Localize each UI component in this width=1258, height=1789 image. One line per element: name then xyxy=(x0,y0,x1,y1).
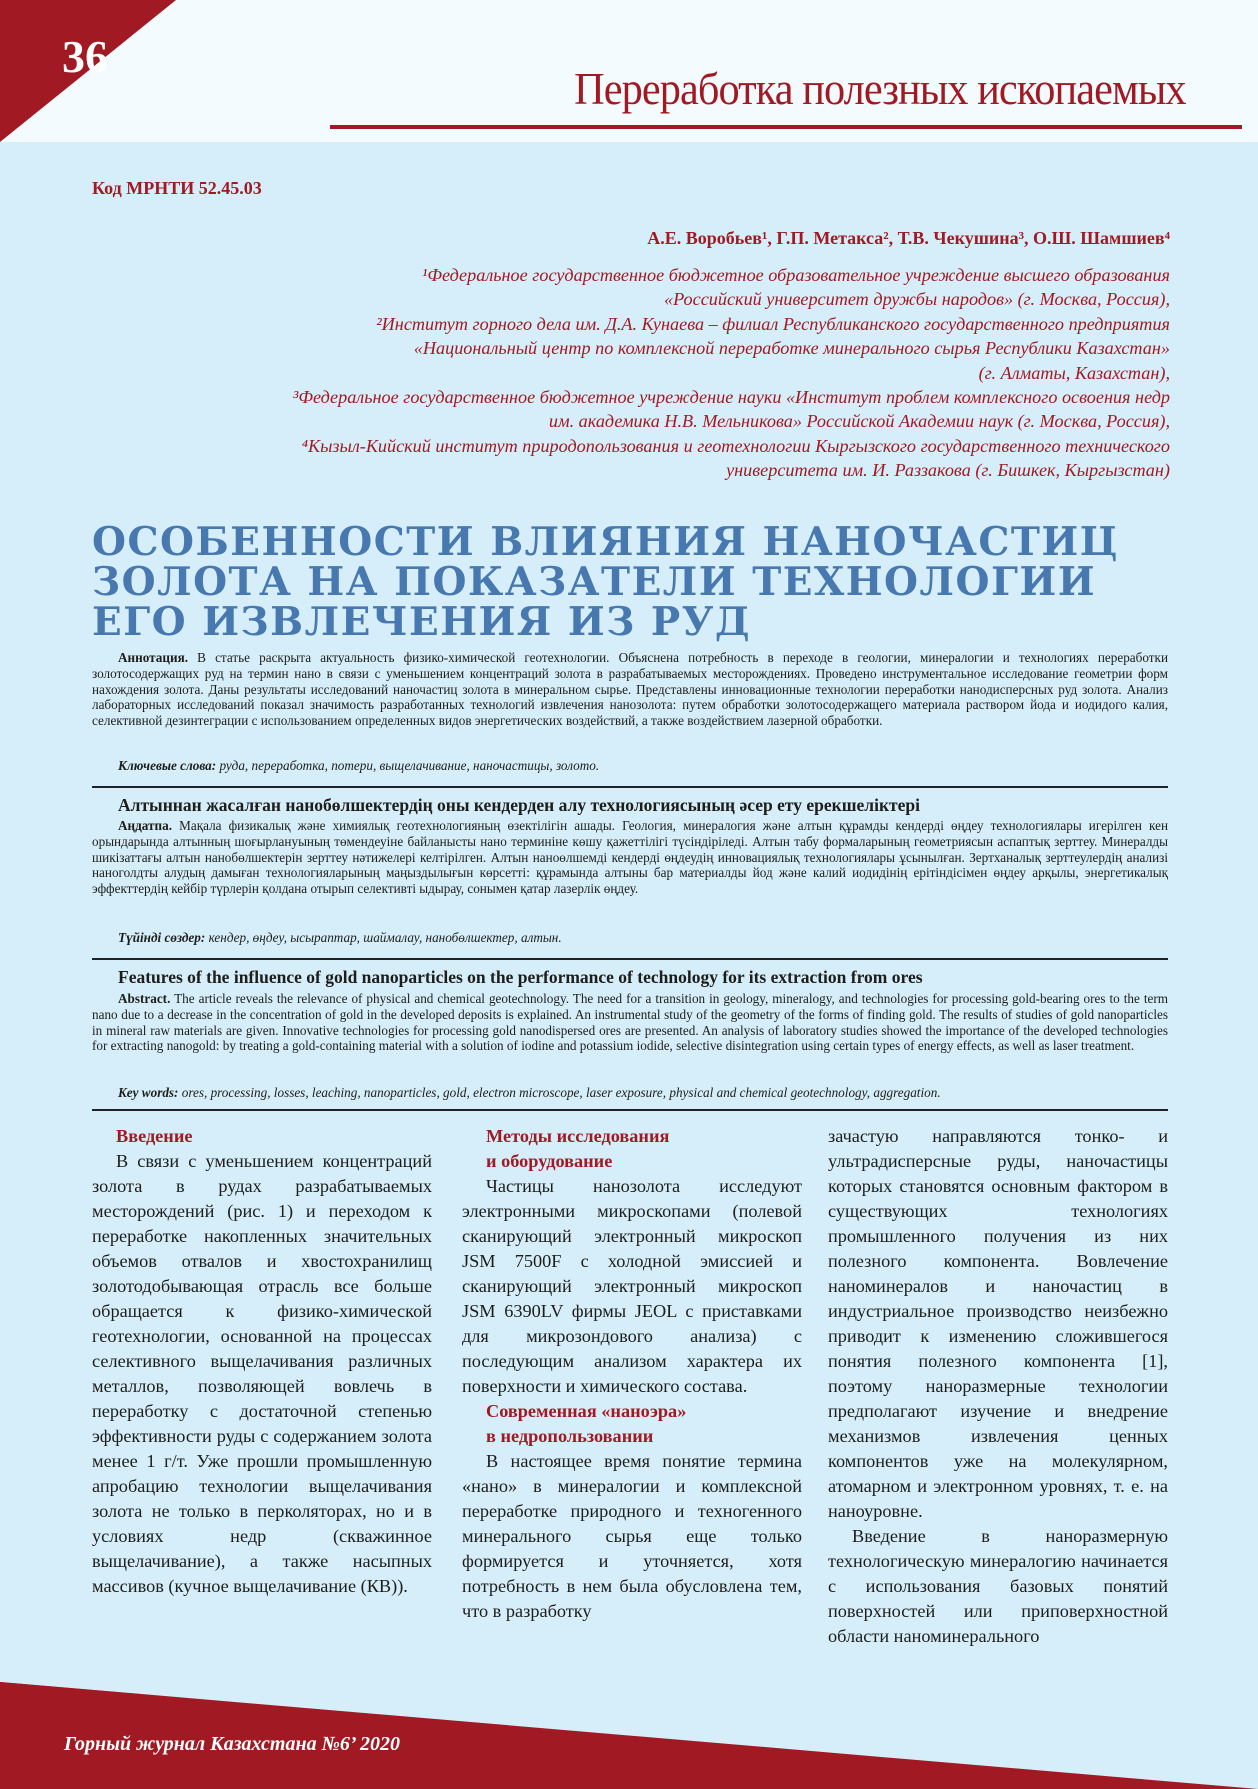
keywords-ru-text: руда, переработка, потери, выщелачивание, наночастицы, золото. xyxy=(216,758,600,773)
article-title xyxy=(92,519,1192,645)
title-line: ЕГО ИЗВЛЕЧЕНИЯ ИЗ РУД xyxy=(92,599,752,645)
abstract-kz-text: Мақала физикалық және химиялық геотехнологияның өзектілігін ашады. Геология, минералогия және алтын құрамды кендерді өңдеу технологиялары игерілген кен орындарында алтынның шоғырлануының төмендеуіне байланысты нано терминіне көшу қажеттілігі түсіндіріледі. Алтын табу формаларының геометриясын аспаптық зерттеу. Минералды шикізаттағы алтын нанобөлшектерін зерттеу нәтижелері келтірілген. Алтын наноөлшемді кендерді өңдеудің инновациялық технологиялары ұсынылған. Зертханалық зерттеулердің анализі наноголдты алудың дамыған технологияларының маңыздылығын көрсетті: құрамында алтыны бар материалды йод және калий иодидінің ерітіндісімен өңдеу арқылы, энергетикалық эффекттердің кейбір түрлерін қолдана отырып селективті ыдырау, сонымен қатар лазерлік өңдеу. xyxy=(92,818,1168,897)
keywords-en xyxy=(118,1085,941,1101)
keywords-en-lead: Key words: xyxy=(118,1085,179,1100)
abstract-ru xyxy=(92,650,1168,729)
era-heading-2: в недропользовании xyxy=(486,1426,654,1446)
keywords-ru-lead: Ключевые слова: xyxy=(118,758,217,773)
divider xyxy=(92,786,1168,788)
era-heading: Современная «наноэра» xyxy=(486,1401,687,1421)
abstract-en-lead: Abstract. xyxy=(118,991,171,1006)
body-column-1 xyxy=(92,1124,432,1599)
keywords-kz xyxy=(118,930,562,946)
abstract-en xyxy=(92,991,1168,1054)
keywords-en-text: ores, processing, losses, leaching, nanoparticles, gold, electron microscope, laser exposure, physical and chemical geotechnology, aggregation. xyxy=(178,1085,941,1100)
methods-paragraph: Частицы нанозолота исследуют электронными микроскопами (полевой сканирующий электронный микроскоп JSM 7500F с холодной эмиссией и сканирующий электронный микроскоп JSM 6390LV фирмы JEOL с приставками для микрозондового анализа) с последующим анализом характера их поверхности и химического состава. xyxy=(462,1176,802,1396)
era-paragraph: В настоящее время понятие термина «нано» в минералогии и комплексной переработке природного и техногенного минерального сырья еще только формируется и уточняется, хотя потребность в нем была обусловлена тем, что в разработку xyxy=(462,1451,802,1621)
affiliation-line: ²Институт горного дела им. Д.А. Кунаева – филиал Республиканского государственного предприятия xyxy=(376,313,1170,334)
abstract-kz-heading: Алтыннан жасалған нанобөлшектердің оны кендерден алу технологиясының әсер ету ерекшеліктері xyxy=(118,795,921,815)
keywords-kz-text: кендер, өңдеу, ысыраптар, шаймалау, нанобөлшектер, алтын. xyxy=(205,930,562,945)
abstract-en-text: The article reveals the relevance of physical and chemical geotechnology. The need for a transition in geology, mineralogy, and technologies for processing gold-bearing ores to the term nano due to a decrease in the concentration of gold in the developed deposits is explained. An instrumental study of the geometry of the forms of finding gold. The results of studies of gold nanoparticles in mineral raw materials are given. Innovative technologies for processing gold nanodispersed ores are presented. An analysis of laboratory studies showed the importance of the developed technologies for extracting nanogold: by treating a gold-containing material with a solution of iodine and potassium iodide, selective disintegration using certain types of energy effects, as well as laser treatment. xyxy=(92,991,1168,1054)
affiliation-line: университета им. И. Раззакова (г. Бишкек, Кыргызстан) xyxy=(726,460,1170,481)
affiliation-line: ¹Федеральное государственное бюджетное образовательное учреждение высшего образования xyxy=(421,265,1170,285)
header-corner-shape xyxy=(0,0,340,142)
journal-footer: Горный журнал Казахстана №6’ 2020 xyxy=(64,1733,401,1755)
keywords-kz-lead: Түйінді сөздер: xyxy=(118,930,206,945)
methods-heading-2: и оборудование xyxy=(486,1151,613,1171)
footer-band xyxy=(0,1674,1258,1789)
authors: А.Е. Воробьев¹, Г.П. Метакса², Т.В. Чекушина³, О.Ш. Шамшиев⁴ xyxy=(647,228,1170,248)
paragraph: Введение в наноразмерную технологическую минералогию начинается с использования базовых понятий поверхностей или приповерхностной области наноминерального xyxy=(828,1526,1168,1646)
divider xyxy=(92,958,1168,960)
keywords-ru xyxy=(118,758,599,774)
affiliation-line: «Национальный центр по комплексной переработке минерального сырья Республики Казахстан» xyxy=(413,338,1170,359)
methods-heading: Методы исследования xyxy=(486,1126,670,1146)
affiliation-line: ³Федеральное государственное бюджетное учреждение науки «Институт проблем комплексного освоения недр xyxy=(292,387,1170,408)
abstract-kz-lead: Аңдатпа. xyxy=(118,818,173,833)
affiliation-line: ⁴Кызыл-Кийский институт природопользования и геотехнологии Кыргызского государственного технического xyxy=(301,435,1170,456)
continued-paragraph: зачастую направляются тонко- и ультрадисперсные руды, наночастицы которых становятся основным фактором в существующих технологиях промышленного получения из них полезного компонента. Вовлечение наноминералов и наночастиц в индустриальное производство неизбежно приводит к изменению сложившегося понятия полезного компонента [1], поэтому наноразмерные технологии предполагают изучение и внедрение механизмов извлечения ценных компонентов уже на молекулярном, атомарном и электронном уровнях, т. е. на наноуровне. xyxy=(828,1126,1168,1521)
abstract-ru-lead: Аннотация. xyxy=(118,650,189,665)
header-rule xyxy=(330,125,1242,129)
affiliation-line: «Российский университет дружбы народов» (г. Москва, Россия), xyxy=(664,289,1170,310)
title-line: ЗОЛОТА НА ПОКАЗАТЕЛИ ТЕХНОЛОГИИ xyxy=(92,559,1097,605)
abstract-ru-text: В статье раскрыта актуальность физико-химической геотехнологии. Объяснена потребность в переходе в геологии, минералогии и технологиях переработки золотосодержащих руд на термин нано в связи с уменьшением концентраций золота в разрабатываемых месторождениях. Проведено инструментальное исследование геометрии форм нахождения золота. Даны результаты исследований наночастиц золота в минеральном сырье. Представлены инновационные технологии переработки нанодисперсных руд золота. Анализ лабораторных исследований показал значимость разработанных технологий извлечения нанозолота: путем обработки золотосодержащего материала раствором йода и иодидого калия, селективной дезинтеграции с использованием определенных видов энергетических воздействий, а также воздействием лазерной обработки. xyxy=(92,650,1168,729)
intro-heading: Введение xyxy=(116,1126,193,1146)
abstract-kz xyxy=(92,818,1168,897)
abstract-en-heading: Features of the influence of gold nanoparticles on the performance of technology for its extraction from ores xyxy=(118,967,923,987)
intro-paragraph: В связи с уменьшением концентраций золота в рудах разрабатываемых месторождений (рис. 1) и переходом к переработке накопленных значительных объемов отвалов и хвостохранилищ золотодобывающая отрасль все больше обращается к физико-химической геотехнологии, основанной на процессах селективного выщелачивания различных металлов, позволяющей вовлечь в переработку с достаточной степенью эффективности руды с содержанием золота менее 1 г/т. Уже прошли промышленную апробацию технологии выщелачивания золота не только в перколяторах, но и в условиях недр (скважинное выщелачивание), а также насыпных массивов (кучное выщелачивание (КВ)). xyxy=(92,1151,432,1596)
body-column-2 xyxy=(462,1124,802,1624)
divider xyxy=(92,1109,1168,1111)
mrnti-code: Код МРНТИ 52.45.03 xyxy=(92,178,262,198)
section-title: Переработка полезных ископаемых xyxy=(574,63,1186,114)
affiliation-line: (г. Алматы, Казахстан), xyxy=(978,362,1170,383)
affiliations xyxy=(90,263,1170,483)
page-number: 36 xyxy=(62,31,108,82)
affiliation-line: им. академика Н.В. Мельникова» Российской Академии наук (г. Москва, Россия), xyxy=(548,411,1170,432)
body-column-3 xyxy=(828,1124,1168,1649)
title-line: ОСОБЕННОСТИ ВЛИЯНИЯ НАНОЧАСТИЦ xyxy=(92,519,1119,565)
